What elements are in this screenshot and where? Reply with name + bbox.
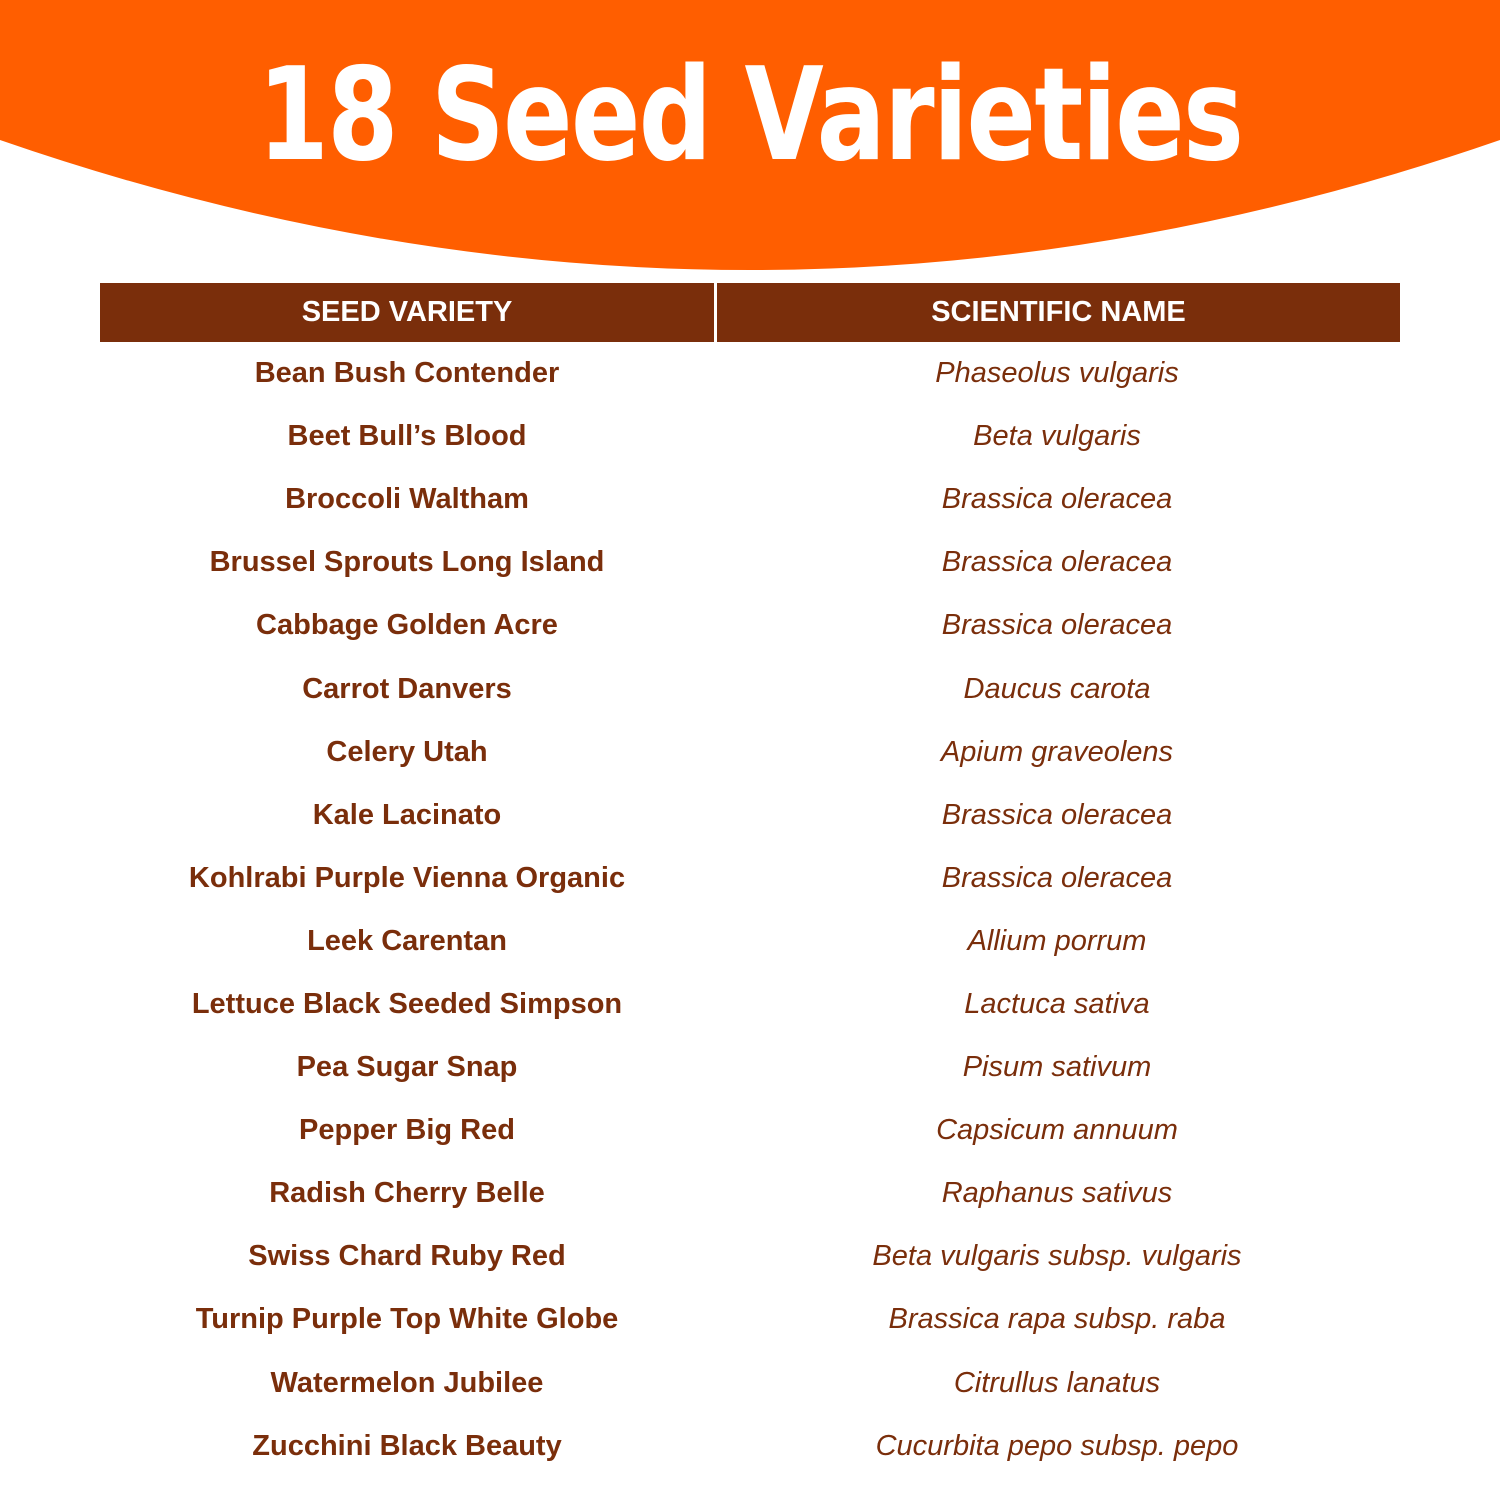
table-row: [100, 1225, 1400, 1288]
seed-variety-cell: Kohlrabi Purple Vienna Organic: [188, 861, 626, 894]
seed-variety-cell: Radish Cherry Belle: [269, 1177, 545, 1210]
table-row: [100, 1162, 1400, 1225]
seed-table: [100, 283, 1400, 1478]
scientific-name-cell: Beta vulgaris: [973, 420, 1141, 453]
scientific-name-cell: Raphanus sativus: [941, 1177, 1173, 1210]
seed-variety-cell: Leek Carentan: [307, 924, 507, 957]
table-row: [100, 1099, 1400, 1162]
scientific-name-cell: Brassica oleracea: [941, 546, 1173, 579]
table-row: [100, 973, 1400, 1036]
table-row: [100, 531, 1400, 594]
scientific-name-cell: Allium porrum: [967, 924, 1147, 957]
scientific-name-cell: Brassica oleracea: [941, 798, 1173, 831]
table-row: [100, 1288, 1400, 1351]
seed-variety-cell: Turnip Purple Top White Globe: [195, 1303, 619, 1336]
table-row: [100, 468, 1400, 531]
column-header-seed-variety: SEED VARIETY: [100, 283, 714, 342]
scientific-name-cell: Brassica oleracea: [941, 861, 1173, 894]
scientific-name-cell: Capsicum annuum: [936, 1114, 1178, 1147]
seed-variety-cell: Beet Bull’s Blood: [287, 420, 527, 453]
seed-variety-cell: Pea Sugar Snap: [296, 1051, 518, 1084]
column-header-scientific-name: SCIENTIFIC NAME: [717, 283, 1400, 342]
table-row: [100, 1352, 1400, 1415]
scientific-name-cell: Citrullus lanatus: [953, 1366, 1161, 1399]
table-row: [100, 342, 1400, 405]
scientific-name-cell: Daucus carota: [963, 672, 1151, 705]
seed-variety-cell: Lettuce Black Seeded Simpson: [191, 987, 623, 1020]
seed-variety-cell: Kale Lacinato: [312, 798, 502, 831]
scientific-name-cell: Brassica oleracea: [941, 609, 1173, 642]
table-row: [100, 594, 1400, 657]
seed-variety-cell: Pepper Big Red: [299, 1114, 515, 1147]
seed-variety-cell: Carrot Danvers: [302, 672, 512, 705]
seed-variety-cell: Cabbage Golden Acre: [256, 609, 558, 642]
table-row: [100, 784, 1400, 847]
scientific-name-cell: Phaseolus vulgaris: [935, 357, 1179, 390]
scientific-name-cell: Beta vulgaris subsp. vulgaris: [872, 1240, 1242, 1273]
scientific-name-cell: Cucurbita pepo subsp. pepo: [875, 1429, 1239, 1462]
scientific-name-cell: Lactuca sativa: [964, 987, 1150, 1020]
table-row: [100, 1036, 1400, 1099]
seed-variety-cell: Brussel Sprouts Long Island: [209, 546, 605, 579]
scientific-name-cell: Pisum sativum: [962, 1051, 1152, 1084]
seed-variety-cell: Bean Bush Contender: [254, 357, 560, 390]
seed-variety-cell: Zucchini Black Beauty: [252, 1429, 562, 1462]
seed-variety-cell: Celery Utah: [326, 735, 488, 768]
scientific-name-cell: Brassica oleracea: [941, 483, 1173, 516]
page-title: 18 Seed Varieties: [257, 41, 1243, 190]
table-row: [100, 721, 1400, 784]
table-row: [100, 405, 1400, 468]
scientific-name-cell: Apium graveolens: [940, 735, 1174, 768]
table-body: [100, 342, 1400, 1478]
table-row: [100, 847, 1400, 910]
seed-variety-cell: Swiss Chard Ruby Red: [248, 1240, 566, 1273]
table-row: [100, 657, 1400, 720]
table-header: [100, 283, 1400, 342]
seed-variety-cell: Watermelon Jubilee: [270, 1366, 544, 1399]
table-row: [100, 1415, 1400, 1478]
scientific-name-cell: Brassica rapa subsp. raba: [888, 1303, 1226, 1336]
seed-variety-cell: Broccoli Waltham: [285, 483, 529, 516]
table-row: [100, 910, 1400, 973]
